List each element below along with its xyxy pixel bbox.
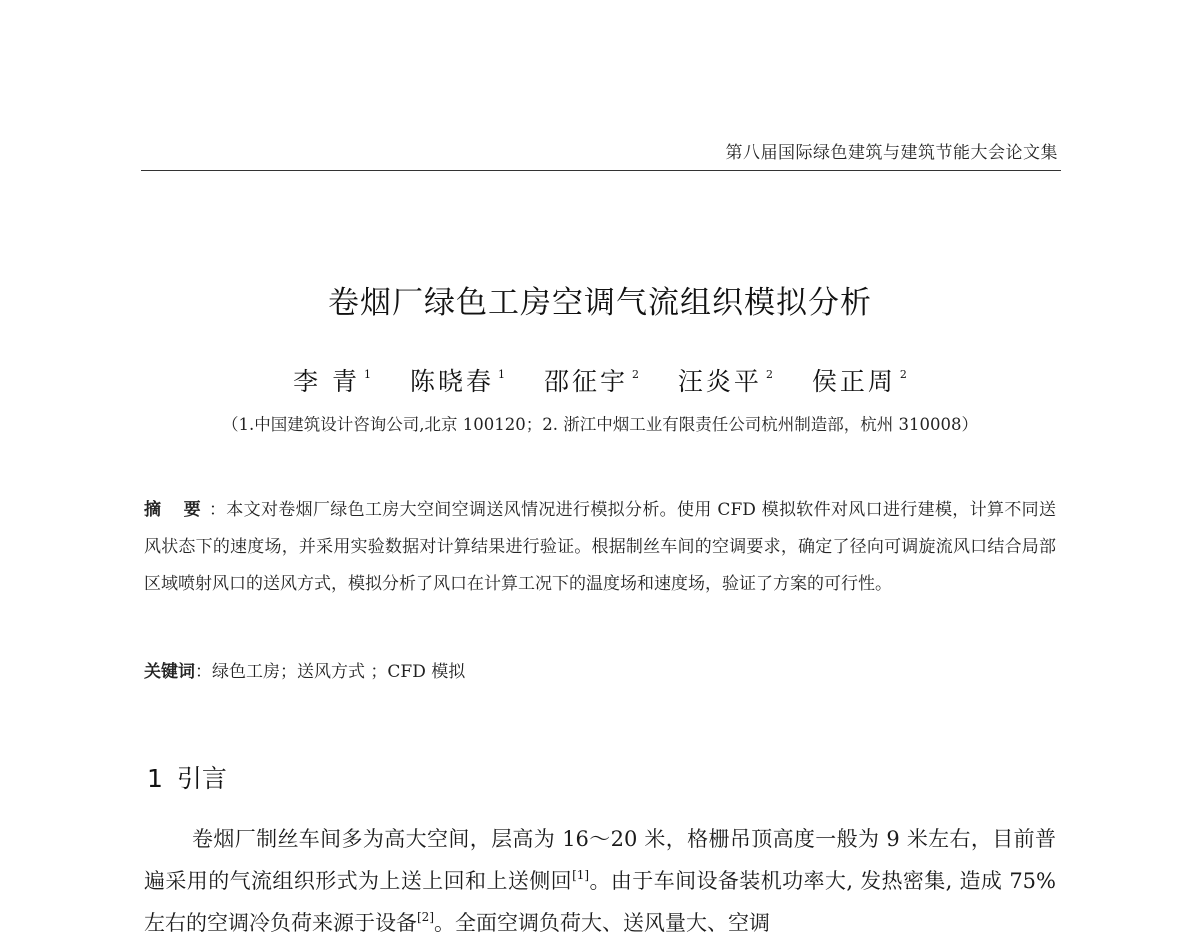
author-affiliation-mark: 2 <box>631 368 639 381</box>
author-affiliation-mark: 1 <box>364 368 372 381</box>
body-paragraph <box>144 818 1056 944</box>
keywords <box>144 659 1056 685</box>
author-name: 李 青 <box>293 367 361 396</box>
section-heading <box>147 759 227 795</box>
keywords-label: 关键词 <box>144 662 195 682</box>
author <box>544 362 639 398</box>
citation-ref[interactable]: [2] <box>417 910 434 924</box>
author <box>410 362 505 398</box>
keywords-text: ：绿色工房；送风方式 ；CFD 模拟 <box>195 662 466 682</box>
abstract-label: 摘 要 <box>144 500 209 520</box>
abstract <box>144 492 1056 603</box>
body-text-segment: 卷烟厂制丝车间多为高大空间，层高为 16～20 米，格栅吊顶高度一般为 9 米左右，目前普遍采用的气流组织形式为上送上回和上送侧回 <box>144 827 1056 893</box>
abstract-text: ：本文对卷烟厂绿色工房大空间空调送风情况进行模拟分析。使用 CFD 模拟软件对风口进行建模，计算不同送风状态下的速度场，并采用实验数据对计算结果进行验证。根据制丝车间的空调要求，确定了径向可调旋流风口结合局部区域喷射风口的送风方式，模拟分析了风口在计算工况下的温度场和速度场，验证了方案的可行性。 <box>144 500 1056 594</box>
author-name: 侯正周 <box>811 367 896 396</box>
header-rule <box>141 170 1061 171</box>
citation-ref[interactable]: [1] <box>572 868 590 882</box>
author-affiliation-mark: 1 <box>498 368 505 381</box>
body-text-segment: 。全面空调负荷大、送风量大、空调 <box>434 911 770 935</box>
running-head: 第八届国际绿色建筑与建筑节能大会论文集 <box>725 143 1058 163</box>
author-list <box>0 362 1200 398</box>
author <box>678 362 773 398</box>
affiliation-line: （1.中国建筑设计咨询公司,北京 100120；2. 浙江中烟工业有限责任公司杭州制造部，杭州 310008） <box>222 415 978 434</box>
section-number: 1 <box>147 764 163 793</box>
section-title: 引言 <box>176 764 227 793</box>
author-name: 陈晓春 <box>409 367 494 396</box>
author-name: 邵征宇 <box>543 367 628 396</box>
author-name: 汪炎平 <box>677 367 762 396</box>
author <box>812 362 907 398</box>
author <box>293 362 371 398</box>
paper-title: 卷烟厂绿色工房空调气流组织模拟分析 <box>328 285 872 321</box>
author-affiliation-mark: 2 <box>765 368 773 381</box>
author-affiliation-mark: 2 <box>899 368 907 381</box>
body-text-segment: 。由于车间设备装机功率大, 发热密集, 造成 75%左右的空调冷负荷来源于设备 <box>144 869 1057 935</box>
